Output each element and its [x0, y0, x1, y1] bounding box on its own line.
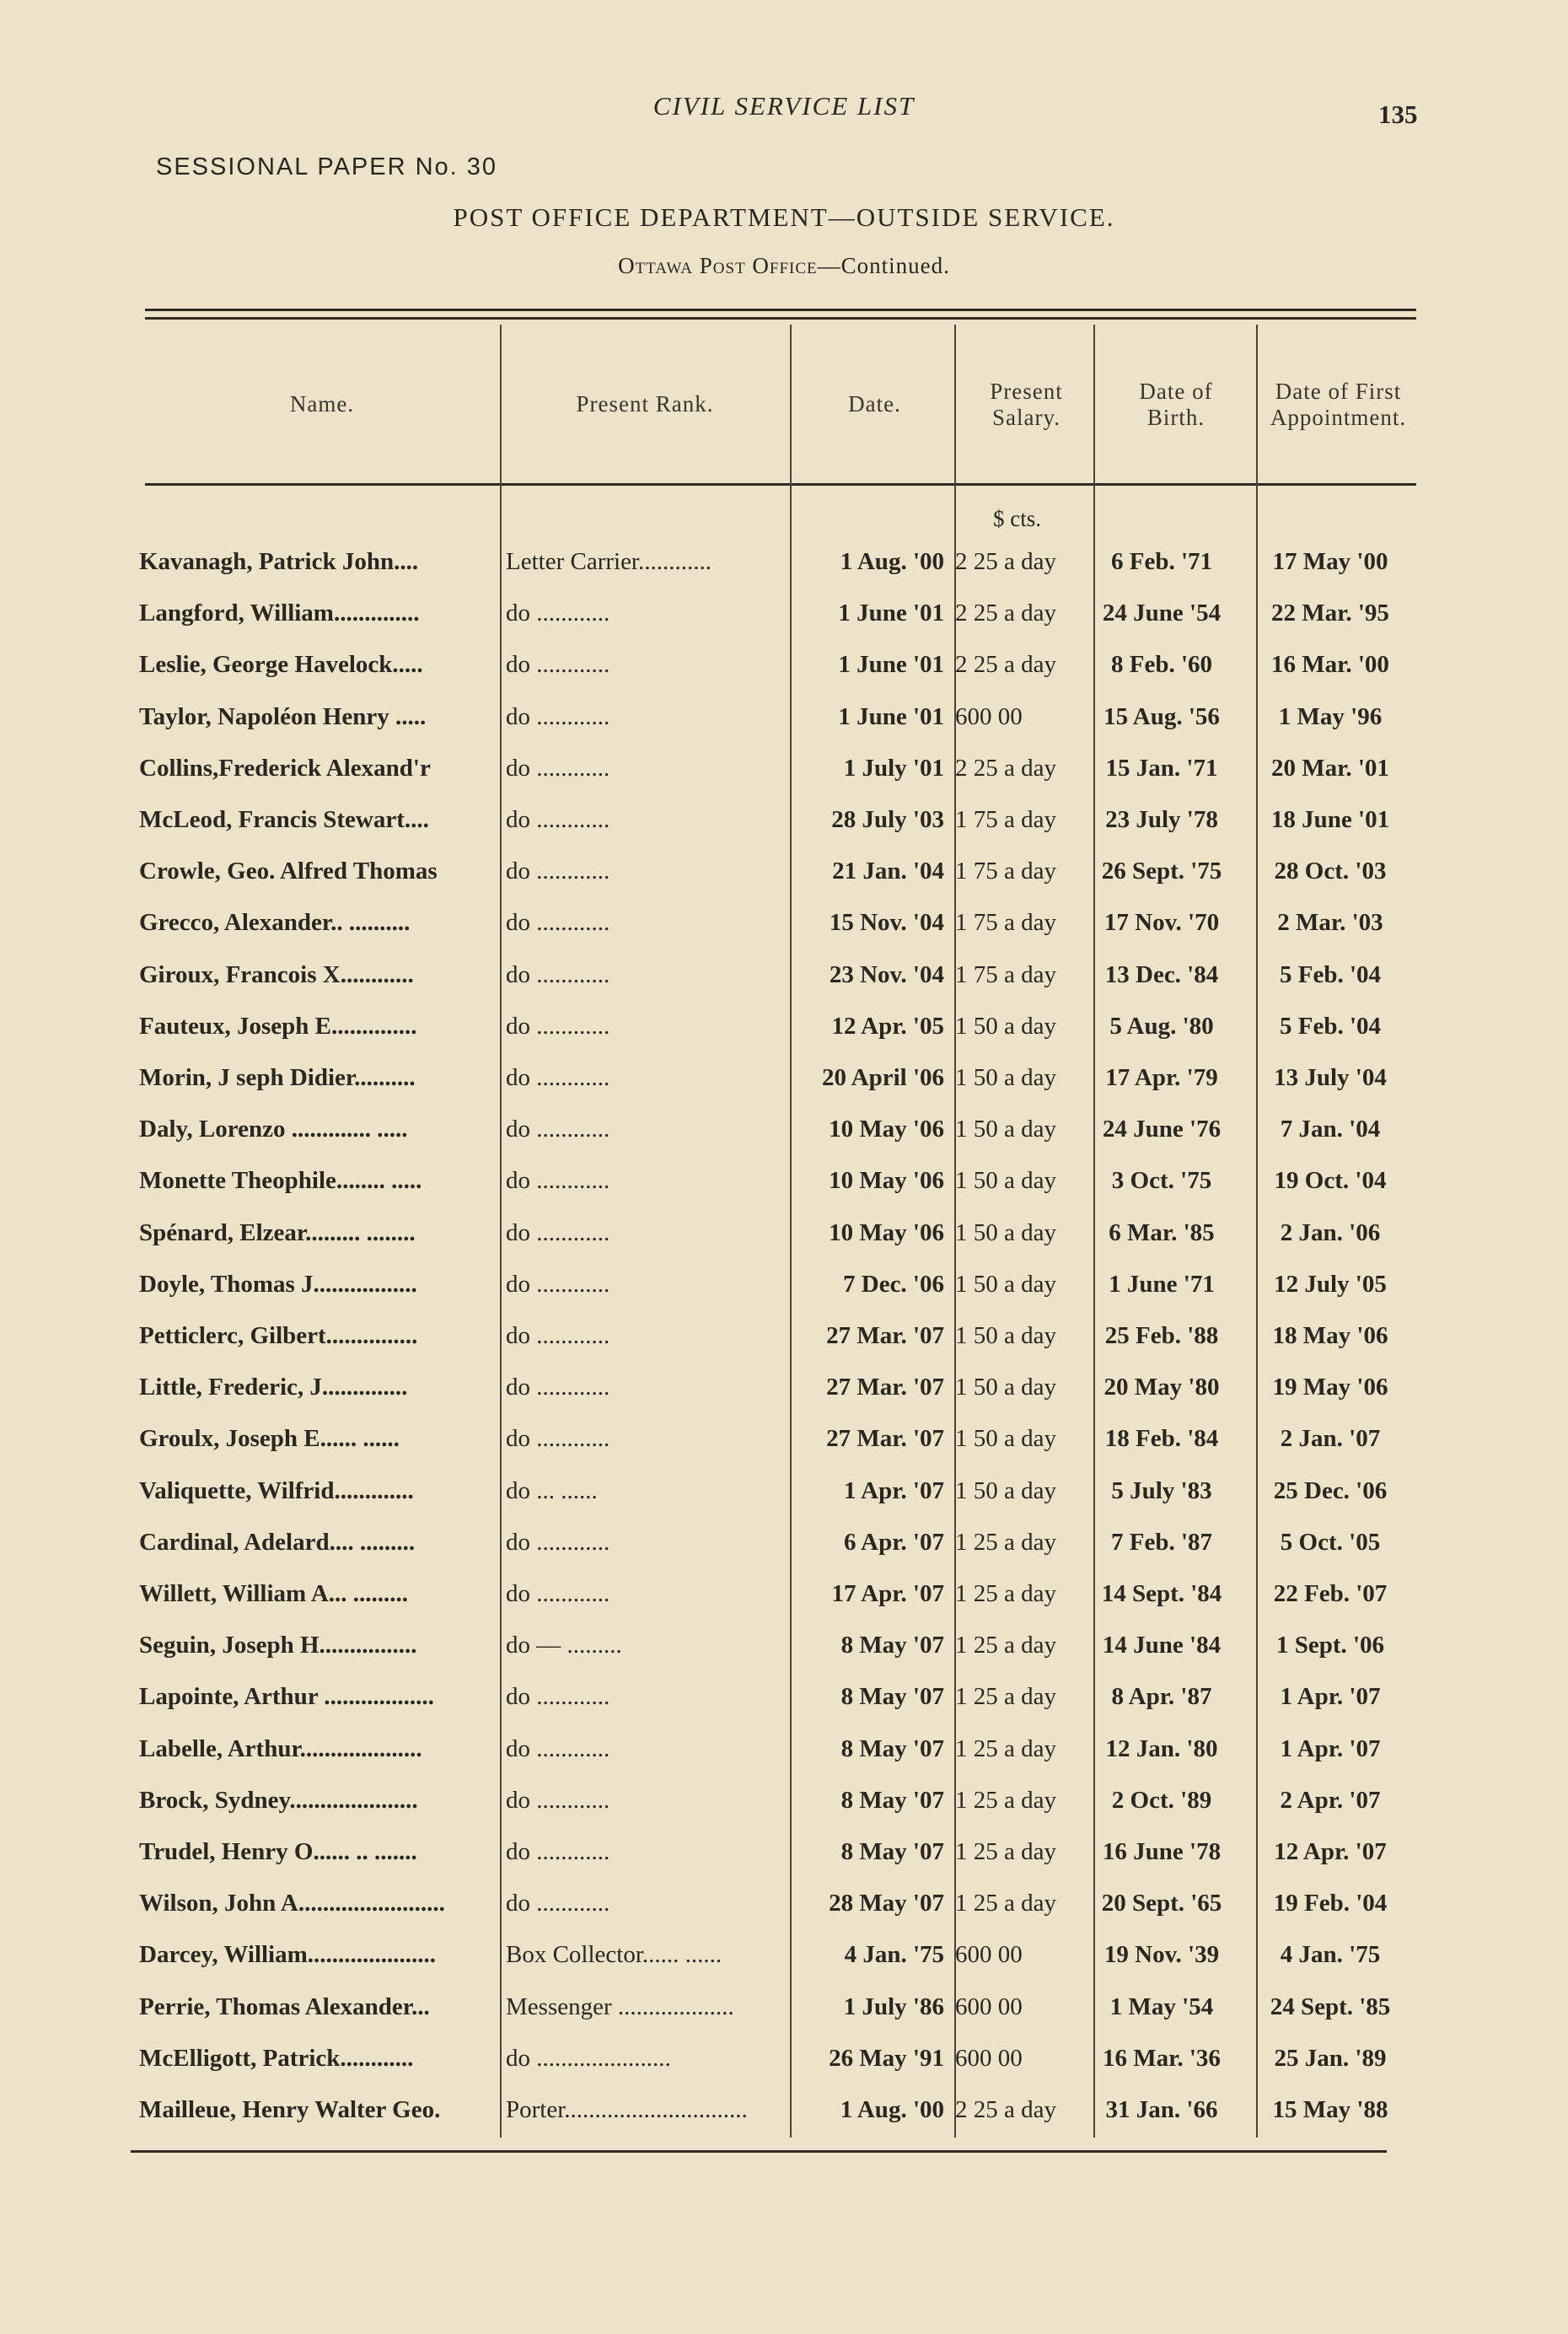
table-row [0, 1064, 1568, 1115]
entry-first-appointment: 12 Apr. '07 [1274, 1838, 1387, 1865]
entry-salary: 1 25 a day [955, 1890, 1056, 1917]
table-row [0, 1425, 1568, 1476]
entry-birth-date: 7 Feb. '87 [1110, 1528, 1213, 1556]
table-row [0, 1993, 1568, 2044]
table-row [0, 1167, 1568, 1218]
entry-rank: do ............ [506, 1528, 610, 1556]
entry-name: Petticlerc, Gilbert............... [139, 1322, 418, 1349]
entry-rank: do ............ [506, 1012, 610, 1040]
top-rule-1 [145, 309, 1416, 311]
entry-salary: 2 25 a day [955, 548, 1056, 575]
entry-salary: 1 75 a day [955, 909, 1056, 937]
running-title: CIVIL SERVICE LIST [652, 91, 916, 121]
table-row [0, 651, 1568, 702]
entry-first-appointment: 17 May '00 [1272, 548, 1388, 575]
entry-salary: 1 75 a day [955, 806, 1056, 833]
entry-salary: 2 25 a day [955, 2096, 1056, 2123]
header-name: Name. [289, 391, 355, 417]
entry-name: Lapointe, Arthur .................. [139, 1683, 434, 1711]
entry-birth-date: 15 Aug. '56 [1104, 702, 1220, 730]
entry-date: 27 Mar. '07 [826, 1322, 944, 1349]
entry-first-appointment: 1 Apr. '07 [1280, 1683, 1381, 1711]
entry-salary: 1 50 a day [955, 1167, 1056, 1195]
table-row [0, 1580, 1568, 1631]
entry-rank: do ............ [506, 1064, 610, 1091]
entry-date: 1 July '86 [843, 1993, 944, 2020]
entry-birth-date: 26 Sept. '75 [1101, 858, 1222, 885]
header-rank: Present Rank. [576, 391, 714, 417]
entry-rank: do ............ [506, 858, 610, 885]
table-row [0, 1529, 1568, 1579]
entry-date: 10 May '06 [829, 1116, 944, 1143]
entry-name: Groulx, Joseph E...... ...... [139, 1425, 400, 1453]
entry-name: Grecco, Alexander.. .......... [139, 909, 411, 937]
entry-date: 1 June '01 [838, 702, 944, 730]
table-row [0, 1271, 1568, 1321]
entry-date: 10 May '06 [829, 1167, 944, 1195]
entry-first-appointment: 22 Feb. '07 [1273, 1580, 1388, 1607]
table-row [0, 1787, 1568, 1837]
entry-first-appointment: 12 July '05 [1274, 1270, 1387, 1298]
header-birth: Date of Birth. [1139, 378, 1213, 430]
entry-name: Darcey, William..................... [139, 1941, 437, 1969]
entry-salary: 1 75 a day [955, 960, 1056, 988]
entry-name: Little, Frederic, J.............. [139, 1374, 408, 1401]
entry-date: 21 Jan. '04 [832, 858, 944, 885]
entry-name: Brock, Sydney..................... [139, 1786, 418, 1814]
entry-rank: do ............ [506, 702, 610, 730]
entry-name: Mailleue, Henry Walter Geo. [139, 2096, 441, 2123]
entry-rank: do ............ [506, 1683, 610, 1711]
entry-birth-date: 18 Feb. '84 [1104, 1425, 1219, 1453]
sessional-paper-label: SESSIONAL PAPER No. 30 [156, 153, 498, 180]
table-row [0, 2096, 1568, 2147]
entry-first-appointment: 25 Jan. '89 [1274, 2044, 1387, 2072]
section-subtitle [0, 253, 1568, 279]
entry-first-appointment: 2 Mar. '03 [1277, 909, 1383, 937]
entry-birth-date: 8 Feb. '60 [1110, 651, 1213, 679]
entry-rank: Box Collector...... ...... [506, 1941, 722, 1969]
entry-salary: 1 50 a day [955, 1425, 1056, 1453]
table-row [0, 2045, 1568, 2095]
entry-name: Giroux, Francois X............ [139, 960, 414, 988]
entry-salary: 2 25 a day [955, 600, 1056, 627]
entry-birth-date: 6 Feb. '71 [1110, 548, 1213, 575]
table-row [0, 1838, 1568, 1889]
entry-date: 27 Mar. '07 [826, 1425, 944, 1453]
entry-first-appointment: 19 Oct. '04 [1274, 1167, 1387, 1195]
entry-first-appointment: 1 Sept. '06 [1275, 1632, 1385, 1659]
entry-name: Kavanagh, Patrick John.... [139, 548, 419, 575]
entry-salary: 600 00 [955, 1993, 1023, 2020]
entry-date: 1 June '01 [838, 651, 944, 679]
entry-rank: do ............ [506, 960, 610, 988]
entry-name: McElligott, Patrick............ [139, 2044, 414, 2072]
entry-name: McLeod, Francis Stewart.... [139, 806, 429, 833]
entry-name: Leslie, George Havelock..... [139, 651, 423, 679]
entry-birth-date: 16 Mar. '36 [1103, 2044, 1221, 2072]
entry-rank: Porter.............................. [506, 2096, 748, 2123]
entry-first-appointment: 19 May '06 [1272, 1374, 1388, 1401]
entry-first-appointment: 5 Oct. '05 [1280, 1528, 1381, 1556]
entry-rank: do ............ [506, 1167, 610, 1195]
entry-date: 1 Apr. '07 [844, 1476, 944, 1504]
entry-name: Morin, J seph Didier.......... [139, 1064, 416, 1091]
entry-rank: do ............ [506, 1890, 610, 1917]
entry-birth-date: 5 Aug. '80 [1109, 1012, 1214, 1040]
entry-name: Taylor, Napoléon Henry ..... [139, 702, 427, 730]
entry-name: Perrie, Thomas Alexander... [139, 1993, 430, 2020]
entry-date: 20 April '06 [821, 1064, 944, 1091]
entry-first-appointment: 18 June '01 [1270, 806, 1390, 833]
entry-first-appointment: 2 Jan. '07 [1280, 1425, 1381, 1453]
table-row [0, 858, 1568, 908]
entry-name: Trudel, Henry O...... .. ....... [139, 1838, 417, 1865]
entry-first-appointment: 18 May '06 [1272, 1322, 1388, 1349]
table-row [0, 961, 1568, 1012]
subtitle-continued: —Continued. [817, 253, 950, 278]
top-rule-2 [145, 317, 1416, 320]
entry-salary: 1 50 a day [955, 1116, 1056, 1143]
entry-date: 28 May '07 [829, 1890, 944, 1917]
table-row [0, 755, 1568, 805]
entry-birth-date: 31 Jan. '66 [1105, 2096, 1218, 2123]
entry-rank: do ............ [506, 1322, 610, 1349]
entry-first-appointment: 15 May '88 [1272, 2096, 1388, 2123]
entry-salary: 1 25 a day [955, 1786, 1056, 1814]
entry-name: Valiquette, Wilfrid............. [139, 1476, 414, 1504]
entry-first-appointment: 25 Dec. '06 [1273, 1476, 1388, 1504]
entry-first-appointment: 20 Mar. '01 [1271, 754, 1389, 782]
entry-rank: do ............ [506, 651, 610, 679]
entry-birth-date: 20 Sept. '65 [1101, 1890, 1222, 1917]
entry-birth-date: 8 Apr. '87 [1111, 1683, 1212, 1711]
table-row [0, 1890, 1568, 1940]
entry-birth-date: 5 July '83 [1111, 1476, 1212, 1504]
table-row [0, 1219, 1568, 1270]
entry-date: 1 July '01 [843, 754, 944, 782]
entry-first-appointment: 7 Jan. '04 [1280, 1116, 1381, 1143]
entry-rank: do ............ [506, 754, 610, 782]
entry-name: Langford, William.............. [139, 600, 420, 627]
entry-birth-date: 13 Dec. '84 [1104, 960, 1219, 988]
entry-date: 10 May '06 [829, 1218, 944, 1246]
entry-birth-date: 19 Nov. '39 [1104, 1941, 1220, 1969]
table-row [0, 1735, 1568, 1786]
entry-first-appointment: 22 Mar. '95 [1271, 600, 1389, 627]
entry-first-appointment: 4 Jan. '75 [1280, 1941, 1381, 1969]
table-row [0, 909, 1568, 960]
entry-birth-date: 2 Oct. '89 [1111, 1786, 1212, 1814]
header-salary: Present Salary. [990, 378, 1063, 430]
entry-rank: do ............ [506, 1580, 610, 1607]
salary-units: $ cts. [993, 506, 1041, 531]
entry-name: Labelle, Arthur.................... [139, 1734, 422, 1762]
entry-salary: 1 25 a day [955, 1632, 1056, 1659]
entry-rank: do ............ [506, 1838, 610, 1865]
entry-date: 27 Mar. '07 [826, 1374, 944, 1401]
entry-birth-date: 23 July '78 [1105, 806, 1218, 833]
entry-first-appointment: 1 Apr. '07 [1280, 1734, 1381, 1762]
entry-salary: 1 50 a day [955, 1374, 1056, 1401]
entry-birth-date: 16 June '78 [1102, 1838, 1222, 1865]
entry-first-appointment: 16 Mar. '00 [1271, 651, 1389, 679]
entry-name: Doyle, Thomas J................. [139, 1270, 417, 1298]
entry-salary: 1 25 a day [955, 1580, 1056, 1607]
table-row [0, 703, 1568, 754]
entry-first-appointment: 13 July '04 [1274, 1064, 1387, 1091]
entry-date: 1 June '01 [838, 600, 944, 627]
entry-salary: 2 25 a day [955, 754, 1056, 782]
entry-birth-date: 14 Sept. '84 [1101, 1580, 1222, 1607]
entry-birth-date: 6 Mar. '85 [1109, 1218, 1215, 1246]
department-heading: POST OFFICE DEPARTMENT—OUTSIDE SERVICE. [453, 202, 1115, 232]
entry-name: Daly, Lorenzo ............. ..... [139, 1116, 408, 1143]
entry-name: Fauteux, Joseph E.............. [139, 1012, 417, 1040]
table-row [0, 1683, 1568, 1734]
entry-first-appointment: 19 Feb. '04 [1273, 1890, 1388, 1917]
table-row [0, 1632, 1568, 1682]
entry-date: 8 May '07 [840, 1838, 944, 1865]
entry-birth-date: 15 Jan. '71 [1105, 754, 1218, 782]
entry-salary: 1 25 a day [955, 1528, 1056, 1556]
entry-salary: 600 00 [955, 1941, 1023, 1969]
entry-salary: 2 25 a day [955, 651, 1056, 679]
entry-birth-date: 1 June '71 [1109, 1270, 1215, 1298]
entry-date: 15 Nov. '04 [829, 909, 944, 937]
entry-salary: 1 50 a day [955, 1012, 1056, 1040]
entry-rank: do ............ [506, 1425, 610, 1453]
entry-birth-date: 24 June '76 [1102, 1116, 1222, 1143]
header-date: Date. [848, 391, 901, 417]
table-row [0, 600, 1568, 650]
entry-birth-date: 12 Jan. '80 [1105, 1734, 1218, 1762]
table-row [0, 1941, 1568, 1992]
entry-rank: Messenger ................... [506, 1993, 734, 2020]
entry-rank: Letter Carrier............ [506, 548, 712, 575]
entry-salary: 1 25 a day [955, 1838, 1056, 1865]
entry-date: 8 May '07 [840, 1632, 944, 1659]
entry-salary: 1 25 a day [955, 1734, 1056, 1762]
entry-rank: do ............ [506, 1374, 610, 1401]
entry-first-appointment: 24 Sept. '85 [1270, 1993, 1391, 2020]
entry-date: 8 May '07 [840, 1734, 944, 1762]
entry-salary: 600 00 [955, 702, 1023, 730]
entry-date: 8 May '07 [840, 1786, 944, 1814]
table-row [0, 806, 1568, 857]
table-row [0, 1374, 1568, 1424]
entry-date: 26 May '91 [829, 2044, 944, 2072]
entry-first-appointment: 2 Apr. '07 [1280, 1786, 1381, 1814]
entry-rank: do ............ [506, 1218, 610, 1246]
entry-salary: 1 50 a day [955, 1476, 1056, 1504]
page-number: 135 [1378, 99, 1418, 129]
entry-name: Collins,Frederick Alexand'r [139, 754, 431, 782]
entry-first-appointment: 28 Oct. '03 [1274, 858, 1387, 885]
entry-salary: 1 50 a day [955, 1064, 1056, 1091]
header-rule [145, 483, 1416, 486]
entry-birth-date: 14 June '84 [1102, 1632, 1222, 1659]
entry-first-appointment: 1 May '96 [1278, 702, 1383, 730]
entry-first-appointment: 5 Feb. '04 [1279, 960, 1382, 988]
table-row [0, 1116, 1568, 1166]
entry-birth-date: 24 June '54 [1102, 600, 1222, 627]
entry-birth-date: 17 Apr. '79 [1105, 1064, 1218, 1091]
entry-first-appointment: 5 Feb. '04 [1279, 1012, 1382, 1040]
table-row [0, 548, 1568, 599]
entry-name: Spénard, Elzear......... ........ [139, 1218, 416, 1246]
entry-name: Willett, William A... ......... [139, 1580, 409, 1607]
entry-date: 1 Aug. '00 [840, 548, 944, 575]
bottom-rule [131, 2150, 1387, 2153]
entry-rank: do ...................... [506, 2044, 671, 2072]
entry-rank: do ............ [506, 1734, 610, 1762]
entry-date: 23 Nov. '04 [829, 960, 944, 988]
entry-birth-date: 1 May '54 [1109, 1993, 1214, 2020]
entry-date: 1 Aug. '00 [840, 2096, 944, 2123]
entry-birth-date: 17 Nov. '70 [1104, 909, 1220, 937]
entry-rank: do ... ...... [506, 1476, 598, 1504]
entry-rank: do ............ [506, 909, 610, 937]
entry-rank: do ............ [506, 1270, 610, 1298]
table-row [0, 1322, 1568, 1373]
entry-name: Wilson, John A........................ [139, 1890, 445, 1917]
entry-salary: 1 50 a day [955, 1218, 1056, 1246]
header-first-appointment: Date of First Appointment. [1270, 378, 1407, 430]
entry-birth-date: 3 Oct. '75 [1111, 1167, 1212, 1195]
entry-salary: 1 50 a day [955, 1270, 1056, 1298]
entry-salary: 1 75 a day [955, 858, 1056, 885]
entry-date: 6 Apr. '07 [844, 1528, 944, 1556]
entry-salary: 1 25 a day [955, 1683, 1056, 1711]
entry-name: Seguin, Joseph H................ [139, 1632, 417, 1659]
subtitle-office: Ottawa Post Office [618, 253, 818, 278]
entry-birth-date: 20 May '80 [1104, 1374, 1220, 1401]
entry-date: 8 May '07 [840, 1683, 944, 1711]
entry-rank: do ............ [506, 1116, 610, 1143]
entry-salary: 1 50 a day [955, 1322, 1056, 1349]
entry-date: 4 Jan. '75 [844, 1941, 944, 1969]
entry-date: 17 Apr. '07 [831, 1580, 944, 1607]
entry-name: Cardinal, Adelard.... ......... [139, 1528, 416, 1556]
entry-name: Monette Theophile........ ..... [139, 1167, 422, 1195]
entry-date: 7 Dec. '06 [843, 1270, 944, 1298]
entry-rank: do ............ [506, 600, 610, 627]
entry-rank: do ............ [506, 806, 610, 833]
entry-rank: do ............ [506, 1786, 610, 1814]
table-row [0, 1477, 1568, 1528]
entry-name: Crowle, Geo. Alfred Thomas [139, 858, 438, 885]
entry-salary: 600 00 [955, 2044, 1023, 2072]
entry-date: 12 Apr. '05 [831, 1012, 944, 1040]
entry-date: 28 July '03 [831, 806, 944, 833]
table-row [0, 1013, 1568, 1063]
entry-first-appointment: 2 Jan. '06 [1280, 1218, 1381, 1246]
entry-birth-date: 25 Feb. '88 [1104, 1322, 1219, 1349]
entry-rank: do — ......... [506, 1632, 622, 1659]
